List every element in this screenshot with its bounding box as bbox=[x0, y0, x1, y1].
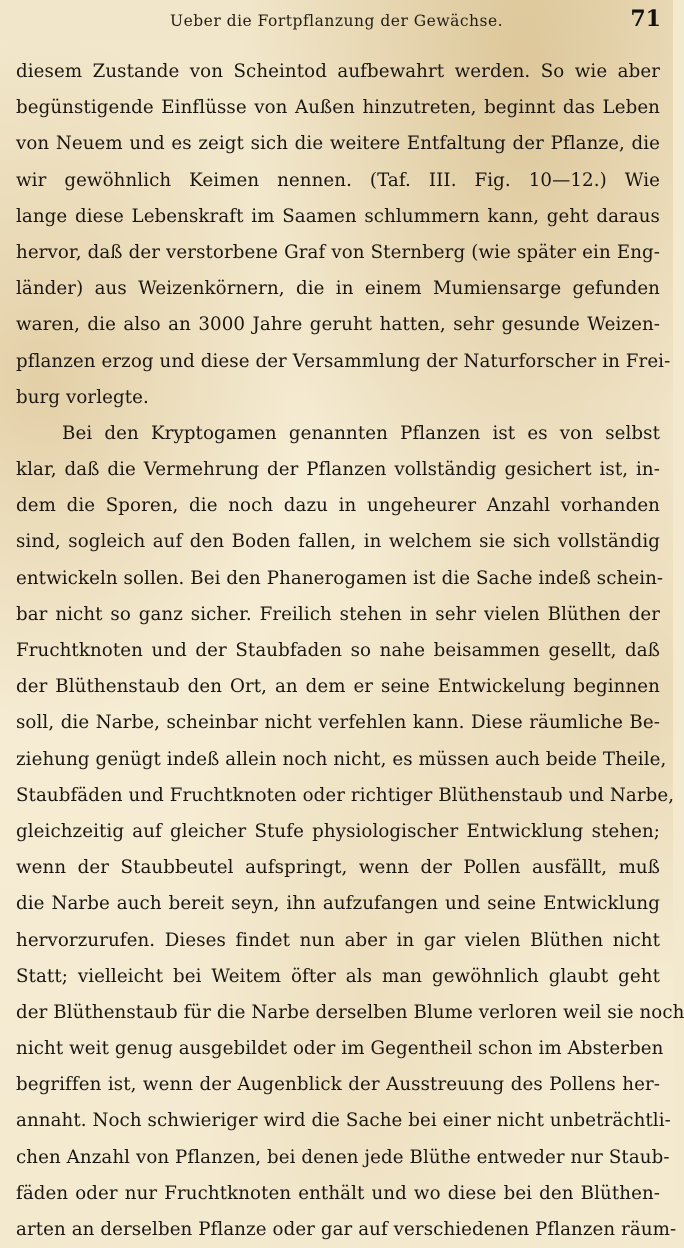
text-line: der Blüthenstaub den Ort, an dem er seine Entwickelung beginnen bbox=[16, 676, 660, 698]
text-line: bar nicht so ganz sicher. Freilich stehen in sehr vielen Blüthen der bbox=[16, 603, 660, 625]
text-line: Fruchtknoten und der Staubfaden so nahe beisammen gesellt, daß bbox=[16, 640, 660, 661]
text-line: länder) aus Weizenkörnern, die in einem Mumiensarge gefunden bbox=[16, 278, 660, 300]
text-line: begünstigende Einflüsse von Außen hinzutreten, beginnt das Leben bbox=[16, 97, 660, 119]
text-line: burg vorlegte. bbox=[16, 386, 149, 408]
text-line: lange diese Lebenskraft im Saamen schlummern kann, geht daraus bbox=[16, 205, 660, 227]
paragraph-1 bbox=[16, 54, 671, 416]
text-line: Statt; vielleicht bei Weitem öfter als man gewöhnlich glaubt geht bbox=[16, 965, 660, 987]
text-line: von Neuem und es zeigt sich die weitere Entfaltung der Pflanze, die bbox=[16, 133, 660, 155]
text-line: hervorzurufen. Dieses findet nun aber in gar vielen Blüthen nicht bbox=[16, 929, 660, 951]
text-line: Staubfäden und Fruchtknoten oder richtiger Blüthenstaub und Narbe, bbox=[16, 784, 675, 806]
paragraph-2 bbox=[16, 416, 684, 1248]
text-line: waren, die also an 3000 Jahre geruht hatten, sehr gesunde Weizen- bbox=[16, 314, 660, 336]
text-line: wenn der Staubbeutel aufspringt, wenn der Pollen ausfällt, muß bbox=[16, 857, 660, 879]
text-line: begriffen ist, wenn der Augenblick der Ausstreuung des Pollens her- bbox=[16, 1074, 660, 1096]
text-line: wir gewöhnlich Keimen nennen. (Taf. III. Fig. 10—12.) Wie bbox=[16, 169, 660, 191]
page-number: 71 bbox=[630, 6, 661, 32]
text-line: nicht weit genug ausgebildet oder im Gegentheil schon im Absterben bbox=[16, 1038, 664, 1060]
text-line: dem die Sporen, die noch dazu in ungeheurer Anzahl vorhanden bbox=[16, 495, 660, 517]
text-line: fäden oder nur Fruchtknoten enthält und wo diese bei den Blüthen- bbox=[16, 1182, 660, 1204]
text-line: ziehung genügt indeß allein noch nicht, es müssen auch beide Theile, bbox=[16, 748, 667, 770]
text-line: klar, daß die Vermehrung der Pflanzen vollständig gesichert ist, in- bbox=[16, 459, 660, 481]
text-line: pflanzen erzog und diese der Versammlung der Naturforscher in Frei- bbox=[16, 350, 671, 372]
text-line: sind, sogleich auf den Boden fallen, in welchem sie sich vollständig bbox=[16, 531, 660, 553]
text-line: diesem Zustande von Scheintod aufbewahrt werden. So wie aber bbox=[16, 61, 660, 82]
running-title: Ueber die Fortpflanzung der Gewächse. bbox=[170, 12, 504, 30]
text-line: gleichzeitig auf gleicher Stufe physiologischer Entwicklung stehen; bbox=[16, 820, 660, 842]
text-line: annaht. Noch schwieriger wird die Sache bei einer nicht unbeträchtli- bbox=[16, 1110, 671, 1132]
body-text bbox=[16, 54, 684, 1248]
text-line: die Narbe auch bereit seyn, ihn aufzufangen und seine Entwicklung bbox=[16, 893, 660, 915]
text-line: hervor, daß der verstorbene Graf von Sternberg (wie später ein Eng- bbox=[16, 241, 660, 263]
text-line: chen Anzahl von Pflanzen, bei denen jede Blüthe entweder nur Staub- bbox=[16, 1146, 670, 1168]
text-line: arten an derselben Pflanze oder gar auf verschiedenen Pflanzen räum- bbox=[16, 1219, 677, 1240]
text-line: entwickeln sollen. Bei den Phanerogamen ist die Sache indeß schein- bbox=[16, 567, 664, 589]
text-line: Bei den Kryptogamen genannten Pflanzen ist es von selbst bbox=[62, 422, 660, 444]
text-line: der Blüthenstaub für die Narbe derselben Blume verloren weil sie noch bbox=[16, 1001, 684, 1023]
text-line: soll, die Narbe, scheinbar nicht verfehlen kann. Diese räumliche Be- bbox=[16, 712, 660, 734]
running-header bbox=[0, 6, 673, 36]
